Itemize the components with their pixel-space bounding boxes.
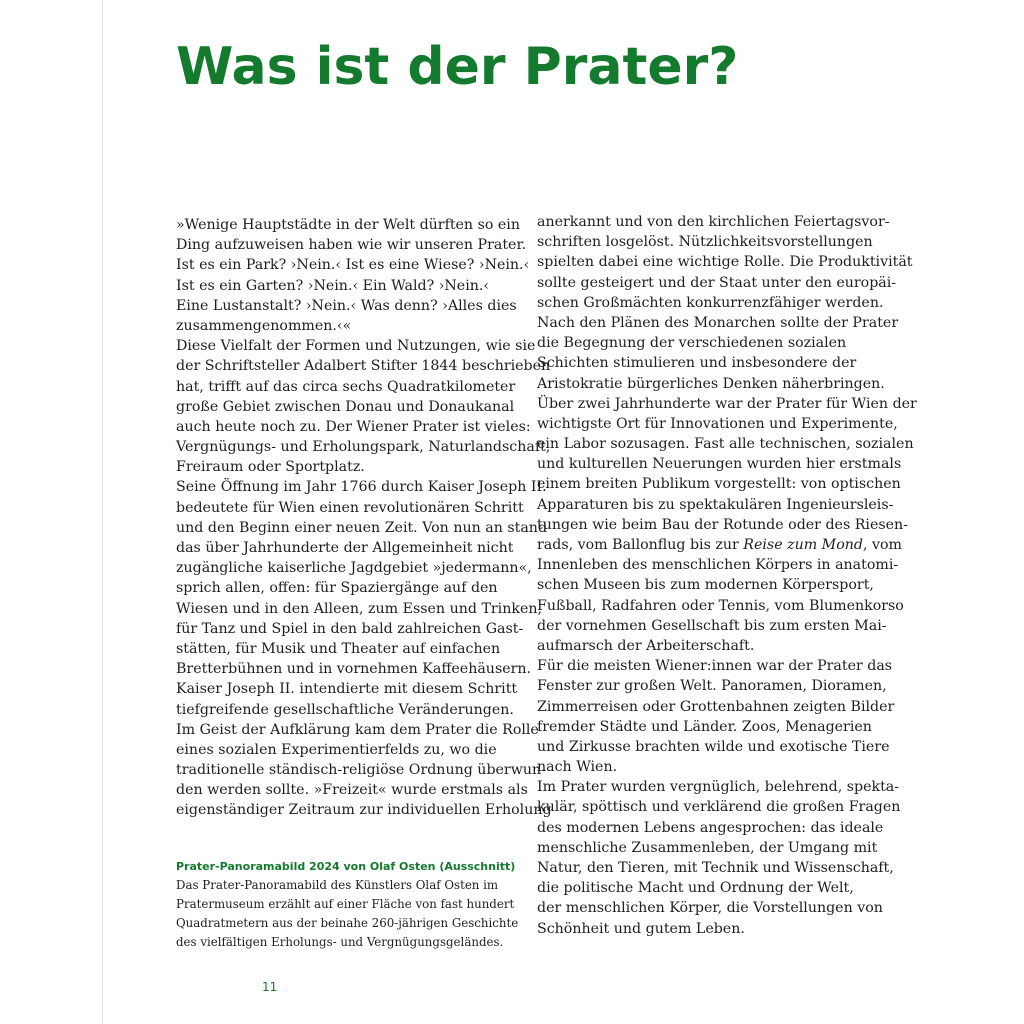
- body-line: Vergnügungs- und Erholungspark, Naturlandschaft,: [176, 439, 551, 456]
- body-line: Nach den Plänen des Monarchen sollte der Prater: [537, 314, 899, 331]
- body-line: hat, trifft auf das circa sechs Quadratkilometer: [176, 378, 516, 395]
- body-line: zusammengenommen.‹«: [176, 317, 352, 334]
- body-line: anerkannt und von den kirchlichen Feiertagsvor-: [537, 214, 890, 230]
- page-gutter-line: [102, 0, 103, 1024]
- body-line: Fußball, Radfahren oder Tennis, vom Blumenkorso: [537, 597, 904, 614]
- italic-title: Reise zum Mond: [743, 537, 863, 553]
- body-line: wichtigste Ort für Innovationen und Experimente,: [537, 415, 898, 432]
- body-line-text: rads, vom Ballonflug bis zur: [537, 537, 744, 553]
- body-line: auch heute noch zu. Der Wiener Prater ist vieles:: [176, 418, 531, 435]
- body-line: Wiesen und in den Alleen, zum Essen und Trinken,: [176, 600, 542, 617]
- body-line-suffix: , vom: [862, 537, 902, 553]
- body-line: schriften losgelöst. Nützlichkeitsvorstellungen: [537, 234, 873, 251]
- body-line: für Tanz und Spiel in den bald zahlreichen Gast-: [176, 620, 524, 637]
- body-line: Natur, den Tieren, mit Technik und Wissenschaft,: [537, 860, 894, 876]
- body-line: und den Beginn einer neuen Zeit. Von nun an stand: [176, 519, 548, 536]
- body-line: spielten dabei eine wichtige Rolle. Die Produktivität: [537, 254, 913, 271]
- body-line: traditionelle ständisch-religiöse Ordnung überwun-: [176, 762, 546, 779]
- body-line: nach Wien.: [537, 759, 618, 776]
- body-line: Ist es ein Garten? ›Nein.‹ Ein Wald? ›Nein.‹: [176, 277, 490, 294]
- body-line: sprich allen, offen: für Spaziergänge auf den: [176, 580, 498, 597]
- body-line: ein Labor sozusagen. Fast alle technischen, sozialen: [537, 436, 914, 453]
- body-line: Eine Lustanstalt? ›Nein.‹ Was denn? ›Alles dies: [176, 297, 517, 314]
- caption-line: des vielfältigen Erholungs- und Vergnügungsgeländes.: [176, 935, 504, 949]
- body-line: Aristokratie bürgerliches Denken näherbringen.: [537, 375, 885, 392]
- body-line: bedeutete für Wien einen revolutionären Schritt: [176, 499, 524, 516]
- body-line: Zimmerreisen oder Grottenbahnen zeigten Bilder: [537, 698, 895, 715]
- body-line: kulär, spöttisch und verklärend die großen Fragen: [537, 799, 901, 816]
- body-line: des modernen Lebens angesprochen: das ideale: [537, 819, 884, 836]
- body-line: tiefgreifende gesellschaftliche Veränderungen.: [176, 701, 514, 718]
- caption-line: Das Prater-Panoramabild des Künstlers Olaf Osten im: [176, 878, 499, 892]
- body-line: Im Prater wurden vergnüglich, belehrend, spekta-: [537, 779, 900, 796]
- body-line: fremder Städte und Länder. Zoos, Menagerien: [537, 718, 872, 735]
- body-line: Seine Öffnung im Jahr 1766 durch Kaiser Joseph II.: [176, 479, 547, 496]
- body-line: der Schriftsteller Adalbert Stifter 1844 beschrieben: [176, 358, 551, 375]
- body-line: Schichten stimulieren und insbesondere der: [537, 355, 857, 372]
- body-line: die politische Macht und Ordnung der Welt,: [537, 880, 854, 897]
- body-line: und Zirkusse brachten wilde und exotische Tiere: [537, 738, 890, 755]
- body-line: zugängliche kaiserliche Jagdgebiet »jedermann«,: [176, 560, 532, 577]
- body-line: stätten, für Musik und Theater auf einfachen: [176, 640, 501, 657]
- body-line: Ding aufzuweisen haben wie wir unseren Prater.: [176, 237, 527, 254]
- body-line: tungen wie beim Bau der Rotunde oder des Riesen-: [537, 516, 908, 533]
- body-line: große Gebiet zwischen Donau und Donaukanal: [176, 398, 515, 415]
- page-number: 11: [262, 980, 278, 994]
- page-title: Was ist der Prater?: [176, 37, 739, 97]
- image-caption: [176, 858, 519, 952]
- body-column-right: [537, 212, 917, 939]
- body-line: Bretterbühnen und in vornehmen Kaffeehäusern.: [176, 661, 532, 678]
- body-line: schen Museen bis zum modernen Körpersport,: [537, 577, 874, 594]
- body-line: das über Jahrhunderte der Allgemeinheit nicht: [176, 540, 514, 556]
- body-line: Freiraum oder Sportplatz.: [176, 459, 365, 476]
- body-line: »Wenige Hauptstädte in der Welt dürften so ein: [176, 217, 520, 233]
- body-line: Für die meisten Wiener:innen war der Prater das: [537, 658, 893, 675]
- body-line: den werden sollte. »Freizeit« wurde erstmals als: [176, 782, 528, 799]
- body-line: Innenleben des menschlichen Körpers in anatomi-: [537, 557, 899, 574]
- body-line: der vornehmen Gesellschaft bis zum ersten Mai-: [537, 617, 887, 634]
- body-line: Kaiser Joseph II. intendierte mit diesem Schritt: [176, 681, 518, 698]
- body-line: sollte gesteigert und der Staat unter den europäi-: [537, 274, 897, 291]
- body-line: schen Großmächten konkurrenzfähiger werden.: [537, 294, 884, 311]
- body-line: Über zwei Jahrhunderte war der Prater für Wien der: [537, 395, 917, 412]
- body-line: eines sozialen Experimentierfelds zu, wo die: [176, 741, 497, 758]
- body-line: Ist es ein Park? ›Nein.‹ Ist es eine Wiese? ›Nein.‹: [176, 257, 530, 274]
- body-line: Apparaturen bis zu spektakulären Ingenieursleis-: [537, 496, 894, 513]
- body-line: einem breiten Publikum vorgestellt: von optischen: [537, 476, 901, 493]
- body-line: der menschlichen Körper, die Vorstellungen von: [537, 900, 883, 917]
- caption-title: Prater-Panoramabild 2024 von Olaf Osten (Ausschnitt): [176, 860, 516, 873]
- body-line: und kulturellen Neuerungen wurden hier erstmals: [537, 456, 902, 473]
- body-line: die Begegnung der verschiedenen sozialen: [537, 335, 847, 352]
- caption-line: Quadratmetern aus der beinahe 260-jährigen Geschichte: [176, 916, 519, 930]
- body-column-left: [176, 215, 552, 821]
- body-line: menschliche Zusammenleben, der Umgang mit: [537, 839, 878, 856]
- body-line: aufmarsch der Arbeiterschaft.: [537, 637, 755, 654]
- caption-line: Pratermuseum erzählt auf einer Fläche von fast hundert: [176, 897, 515, 911]
- body-line: Diese Vielfalt der Formen und Nutzungen, wie sie: [176, 338, 536, 355]
- body-line-with-italic: [537, 535, 902, 555]
- body-line: eigenständiger Zeitraum zur individuellen Erholung: [176, 802, 552, 819]
- body-line: Schönheit und gutem Leben.: [537, 920, 745, 937]
- body-line: Fenster zur großen Welt. Panoramen, Dioramen,: [537, 678, 887, 695]
- body-line: Im Geist der Aufklärung kam dem Prater die Rolle: [176, 721, 539, 738]
